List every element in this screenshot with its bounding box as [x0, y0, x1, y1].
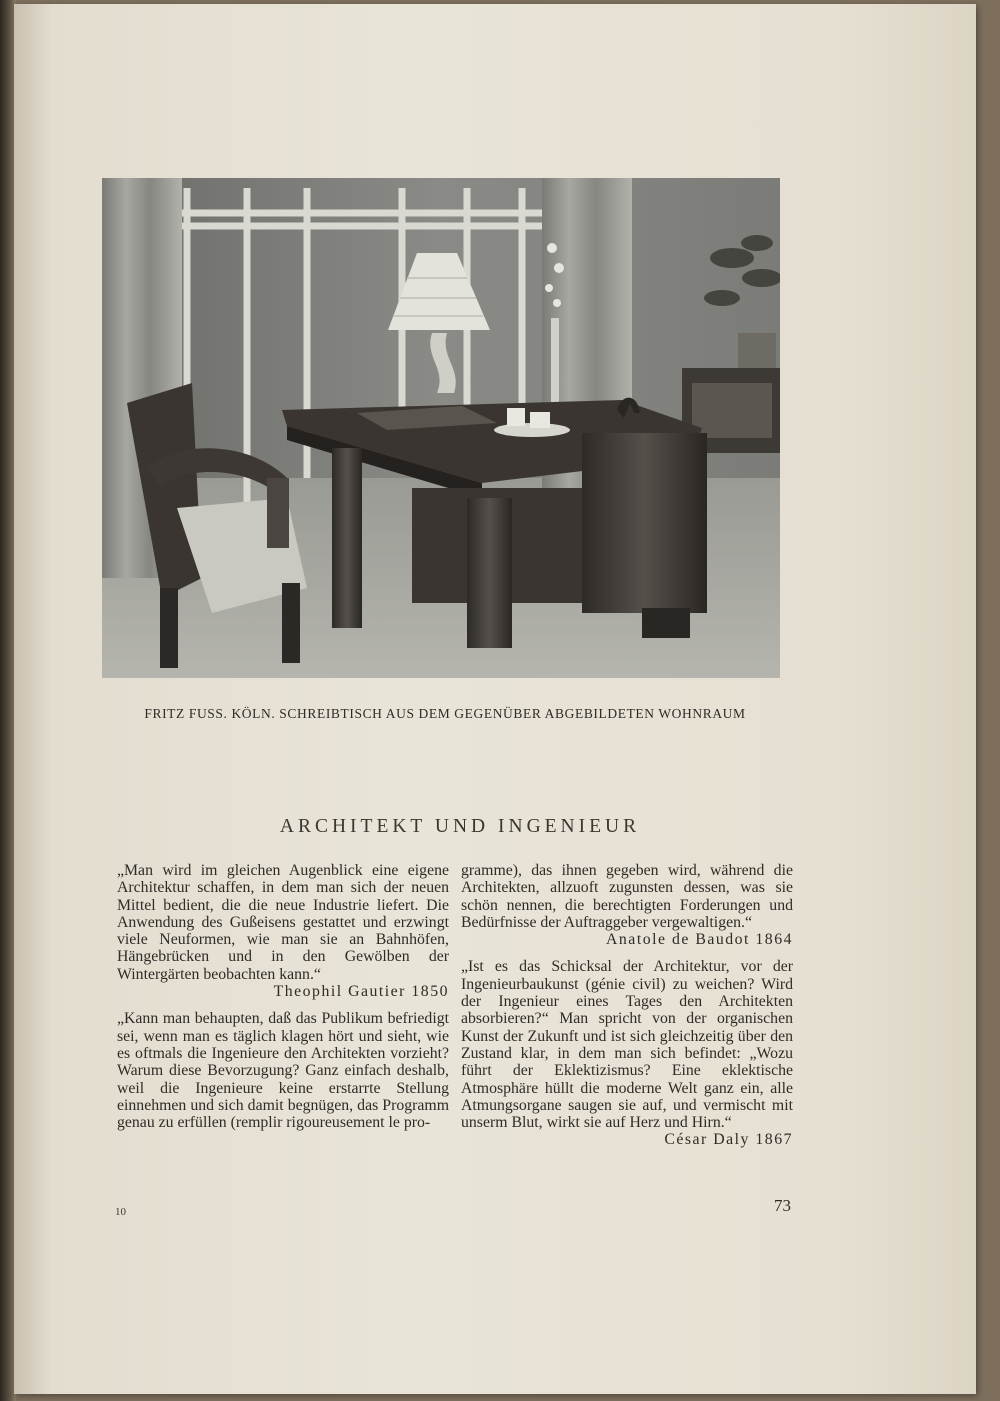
photograph-desk-chair-lamp-icon — [102, 178, 780, 678]
quote-attribution: César Daly 1867 — [664, 1131, 793, 1149]
page-number: 73 — [774, 1196, 791, 1215]
printer-signature-mark: 10 — [115, 1206, 126, 1218]
text-column-right — [461, 862, 793, 1159]
quote-attribution: Theophil Gautier 1850 — [273, 983, 449, 1001]
quote-gautier — [117, 862, 449, 1000]
photo-caption: FRITZ FUSS. KÖLN. SCHREIBTISCH AUS DEM GEGENÜBER ABGEBILDETEN WOHNRAUM — [144, 706, 746, 721]
interior-photograph — [102, 178, 780, 678]
quote-de-baudot-start — [117, 1010, 449, 1131]
quote-daly — [461, 958, 793, 1148]
text-column-left — [117, 862, 449, 1141]
quote-text: gramme), das ihnen gegeben wird, während die Architekten, allzuoft zugunsten dessen, was sie schön nennen, die berechtigten Forderungen und Bedürfnisse der Auftraggeber vergewaltigen.“ — [461, 862, 793, 931]
quote-text: „Kann man behaupten, daß das Publikum befriedigt sei, wenn man es täglich klagen hört und sieht, wie es oftmals die Ingenieure den Architekten vorzieht? Warum diese Bevorzugung? Ganz einfach deshalb, weil die Ingenieure keine erstarrte Stellung einnehmen und sich damit begnügen, das Programm genau zu erfüllen (remplir rigoureusement le pro- — [117, 1010, 449, 1132]
quote-text: „Ist es das Schicksal der Architektur, vor der Ingenieurbaukunst (génie civil) zu weichen? Wird der Ingenieur eines Tages den Architekten absorbieren?“ Man spricht von der organischen Kunst der Zukunft und ist sich gleichzeitig über den Zustand klar, in dem man sich befindet: „Wozu führt der Eklektizismus? Eine eklektische Atmosphäre hüllt die moderne Welt ganz ein, alle Atmungsorgane saugen sie auf, und vermischt mit unserm Blut, wirkt sie auf Herz und Hirn.“ — [461, 958, 793, 1132]
article-title: ARCHITEKT UND INGENIEUR — [279, 816, 641, 837]
quote-de-baudot-end — [461, 862, 793, 948]
quote-attribution: Anatole de Baudot 1864 — [606, 931, 793, 949]
quote-text: „Man wird im gleichen Augenblick eine eigene Architektur schaffen, in dem man sich der neuen Mittel bedient, die die neue Industrie liefert. Die Anwendung des Gußeisens gestattet und erzwingt viele Neuformen, wie man sie an Bahnhöfen, Hängebrücken und in den Gewölben der Wintergärten beobachten kann.“ — [117, 862, 449, 983]
